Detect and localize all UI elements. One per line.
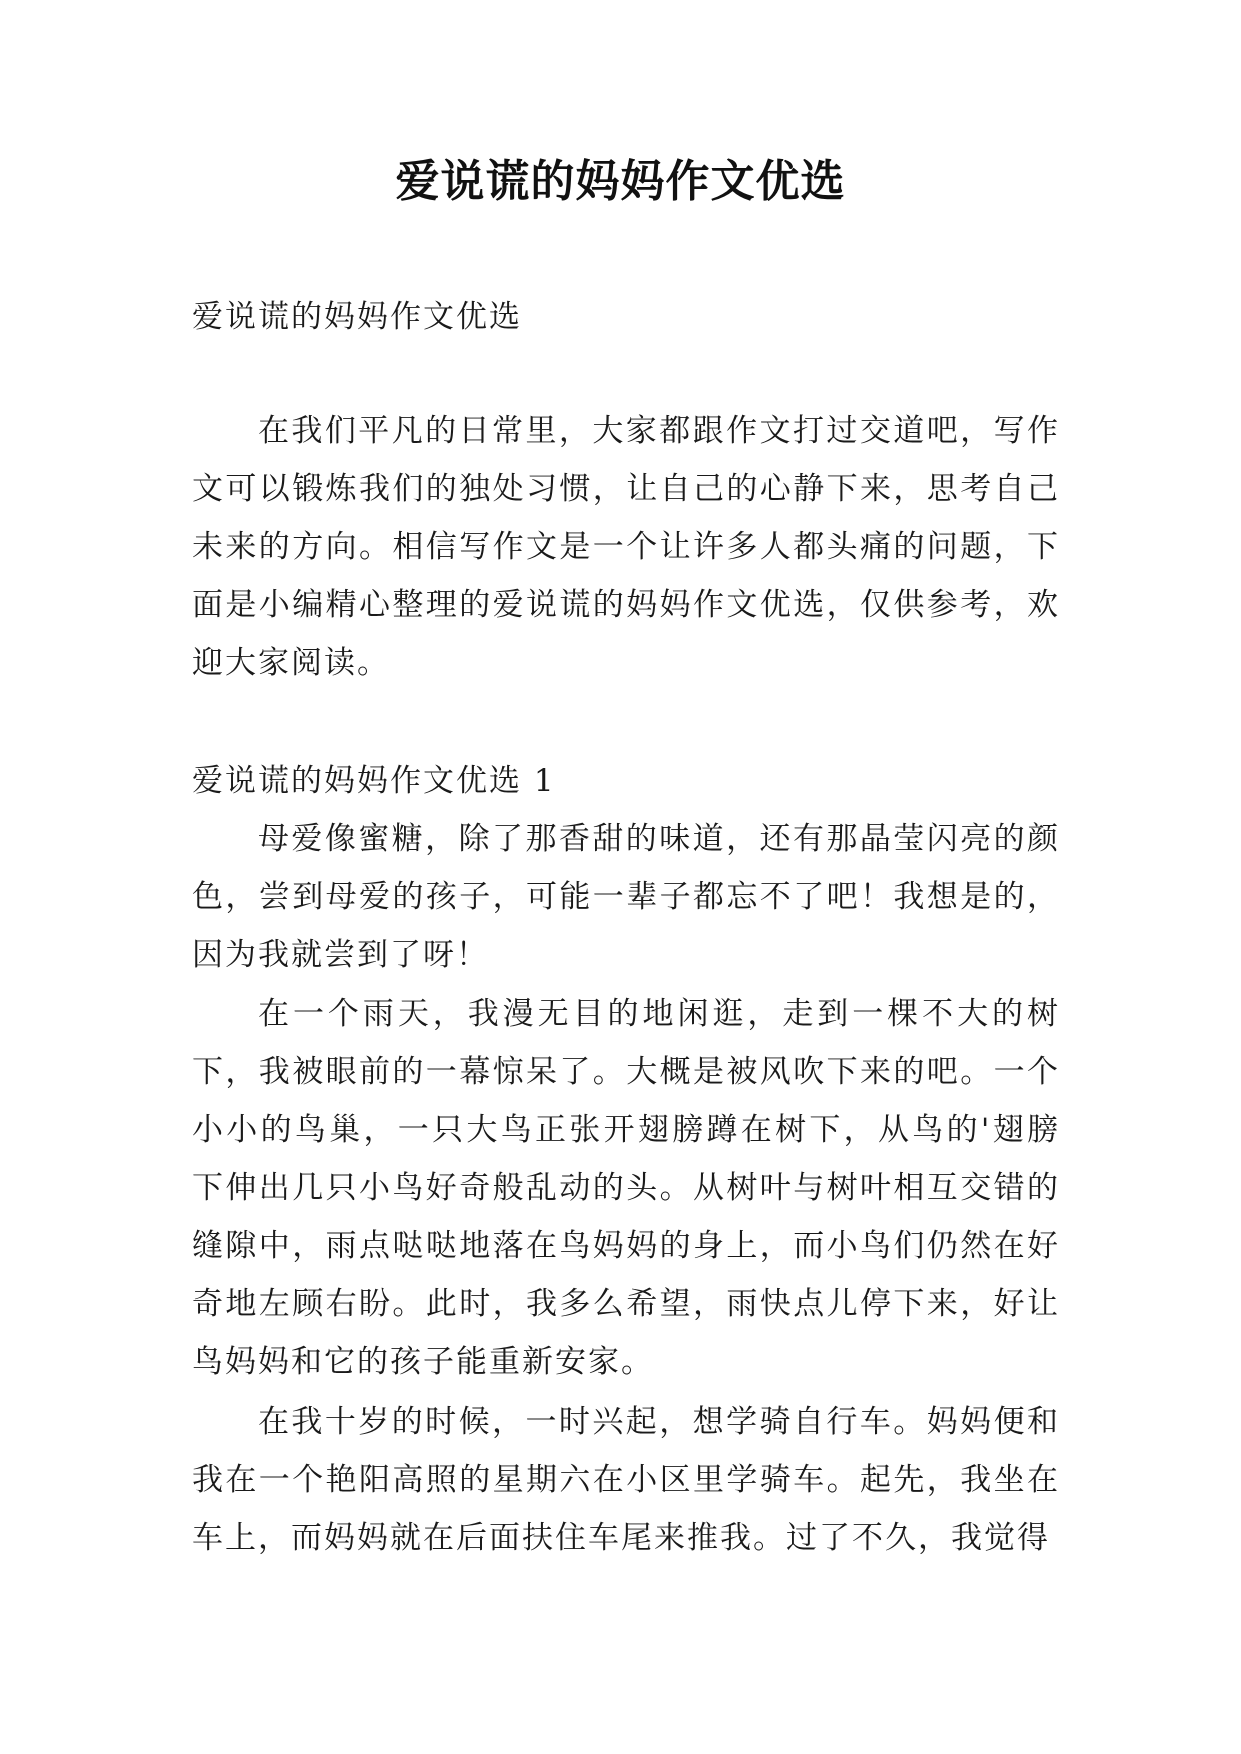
document-title: 爱说谎的妈妈作文优选 xyxy=(395,156,846,207)
document-subtitle: 爱说谎的妈妈作文优选 xyxy=(192,299,522,335)
intro-paragraph: 在我们平凡的日常里，大家都跟作文打过交道吧，写作文可以锻炼我们的独处习惯，让自己的心静下来，思考自己未来的方向。相信写作文是一个让许多人都头痛的问题，下面是小编精心整理的爱说谎的妈妈作文优选，仅供参考，欢迎大家阅读。 xyxy=(192,413,1060,681)
section-heading: 爱说谎的妈妈作文优选 1 xyxy=(192,763,556,799)
body-paragraph: 在一个雨天，我漫无目的地闲逛，走到一棵不大的树下，我被眼前的一幕惊呆了。大概是被风吹下来的吧。一个小小的鸟巢，一只大鸟正张开翅膀蹲在树下，从鸟的'翅膀下伸出几只小鸟好奇般乱动的头。从树叶与树叶相互交错的缝隙中，雨点哒哒地落在鸟妈妈的身上，而小鸟们仍然在好奇地左顾右盼。此时，我多么希望，雨快点儿停下来，好让鸟妈妈和它的孩子能重新安家。 xyxy=(192,996,1060,1380)
body-paragraph: 在我十岁的时候，一时兴起，想学骑自行车。妈妈便和我在一个艳阳高照的星期六在小区里学骑车。起先，我坐在车上，而妈妈就在后面扶住车尾来推我。过了不久，我觉得 xyxy=(192,1404,1060,1556)
body-paragraph: 母爱像蜜糖，除了那香甜的味道，还有那晶莹闪亮的颜色，尝到母爱的孩子，可能一辈子都忘不了吧！我想是的，因为我就尝到了呀！ xyxy=(192,821,1060,973)
